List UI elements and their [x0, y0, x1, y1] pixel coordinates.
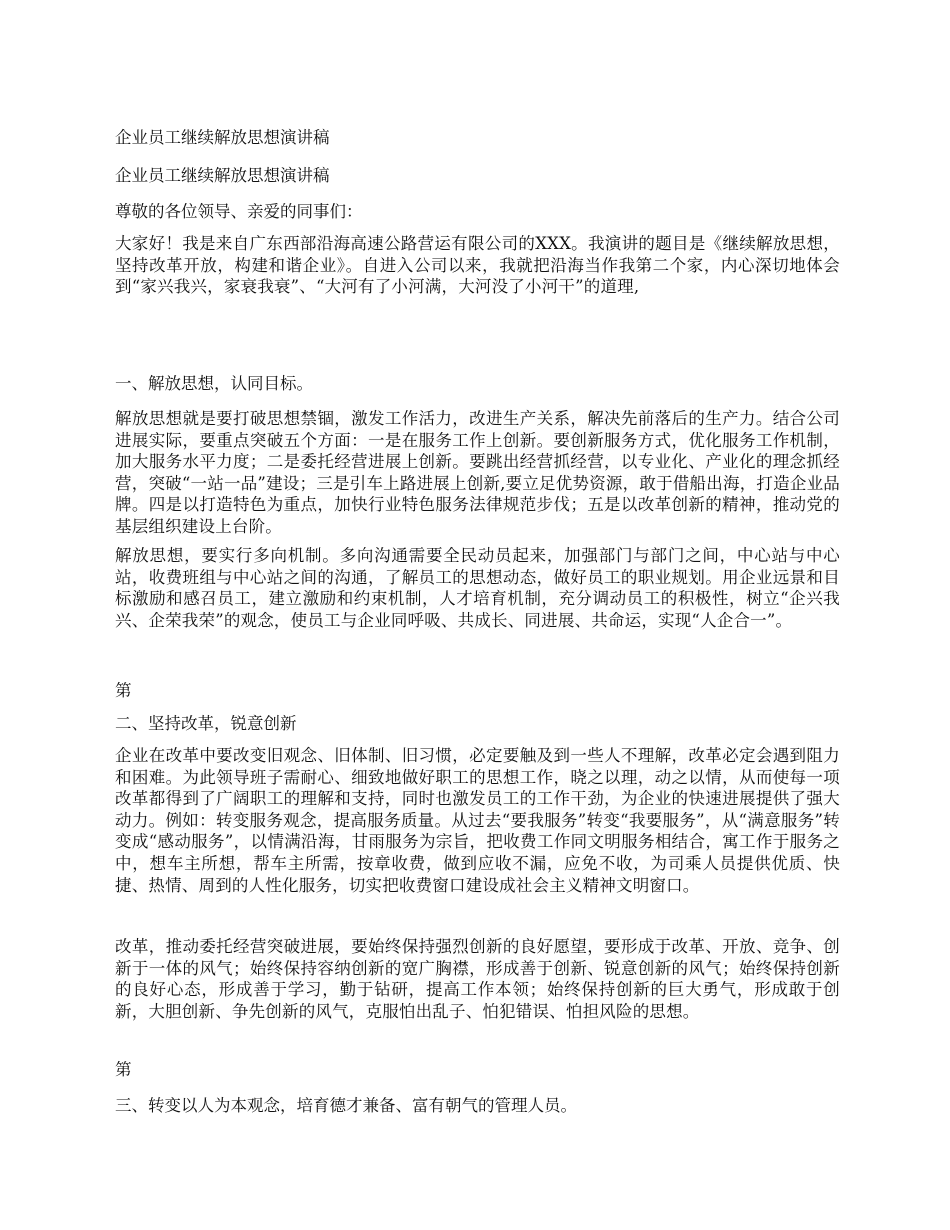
document-title: 企业员工继续解放思想演讲稿 [115, 128, 330, 147]
section-1-paragraph-2: 解放思想，要实行多向机制。多向沟通需要全民动员起来，加强部门与部门之间，中心站与中心站，收费班组与中心站之间的沟通，了解员工的思想动态，做好员工的职业规划。用企业远景和目标激励和感召员工，建立激励和约束机制，人才培育机制，充分调动员工的积极性，树立“企兴我兴、企荣我荣”的观念，使员工与企业同呼吸、共成长、同进展、共命运，实现“人企合一”。 [115, 546, 840, 630]
section-1-paragraph-1: 解放思想就是要打破思想禁锢，激发工作活力，改进生产关系，解决先前落后的生产力。结合公司进展实际，要重点突破五个方面：一是在服务工作上创新。要创新服务方式，优化服务工作机制，加大服务水平力度；二是委托经营进展上创新。要跳出经营抓经营，以专业化、产业化的理念抓经营，突破“一站一品”建设；三是引车上路进展上创新,要立足优势资源，敢于借船出海，打造企业品牌。四是以打造特色为重点，加快行业特色服务法律规范步伐；五是以改革创新的精神，推动党的基层组织建设上台阶。 [115, 409, 840, 536]
section-marker: 第 [115, 681, 132, 700]
section-2-heading: 二、坚持改革，锐意创新 [115, 714, 297, 733]
section-2-paragraph-1: 企业在改革中要改变旧观念、旧体制、旧习惯，必定要触及到一些人不理解，改革必定会遇到阻力和困难。为此领导班子需耐心、细致地做好职工的思想工作，晓之以理，动之以情，从而使每一项改革都得到了广阔职工的理解和支持，同时也激发员工的工作干劲，为企业的快速进展提供了强大动力。例如：转变服务观念，提高服务质量。从过去“要我服务”转变“我要服务”，从“满意服务”转变成“感动服务”，以情满沿海，甘雨服务为宗旨，把收费工作同文明服务相结合，寓工作于服务之中，想车主所想，帮车主所需，按章收费，做到应收不漏，应免不收，为司乘人员提供优质、快捷、热情、周到的人性化服务，切实把收费窗口建设成社会主义精神文明窗口。 [115, 746, 840, 895]
section-2-paragraph-2: 改革，推动委托经营突破进展，要始终保持强烈创新的良好愿望，要形成于改革、开放、竞争、创新于一体的风气；始终保持容纳创新的宽广胸襟，形成善于创新、锐意创新的风气；始终保持创新的良好心态，形成善于学习，勤于钻研，提高工作本领；始终保持创新的巨大勇气，形成敢于创新，大胆创新、争先创新的风气，克服怕出乱子、怕犯错误、怕担风险的思想。 [115, 937, 840, 1021]
section-1-heading: 一、解放思想，认同目标。 [115, 374, 313, 393]
intro-paragraph: 大家好！我是来自广东西部沿海高速公路营运有限公司的XXX。我演讲的题目是《继续解放思想，坚持改革开放，构建和谐企业》。自进入公司以来，我就把沿海当作我第二个家，内心深切地体会到“家兴我兴，家衰我衰”、“大河有了小河满，大河没了小河干”的道理, [115, 234, 840, 297]
section-3-heading: 三、转变以人为本观念，培育德才兼备、富有朝气的管理人员。 [115, 1096, 577, 1115]
greeting: 尊敬的各位领导、亲爱的同事们： [115, 202, 363, 221]
section-marker: 第 [115, 1060, 132, 1079]
document-subtitle: 企业员工继续解放思想演讲稿 [115, 166, 330, 185]
